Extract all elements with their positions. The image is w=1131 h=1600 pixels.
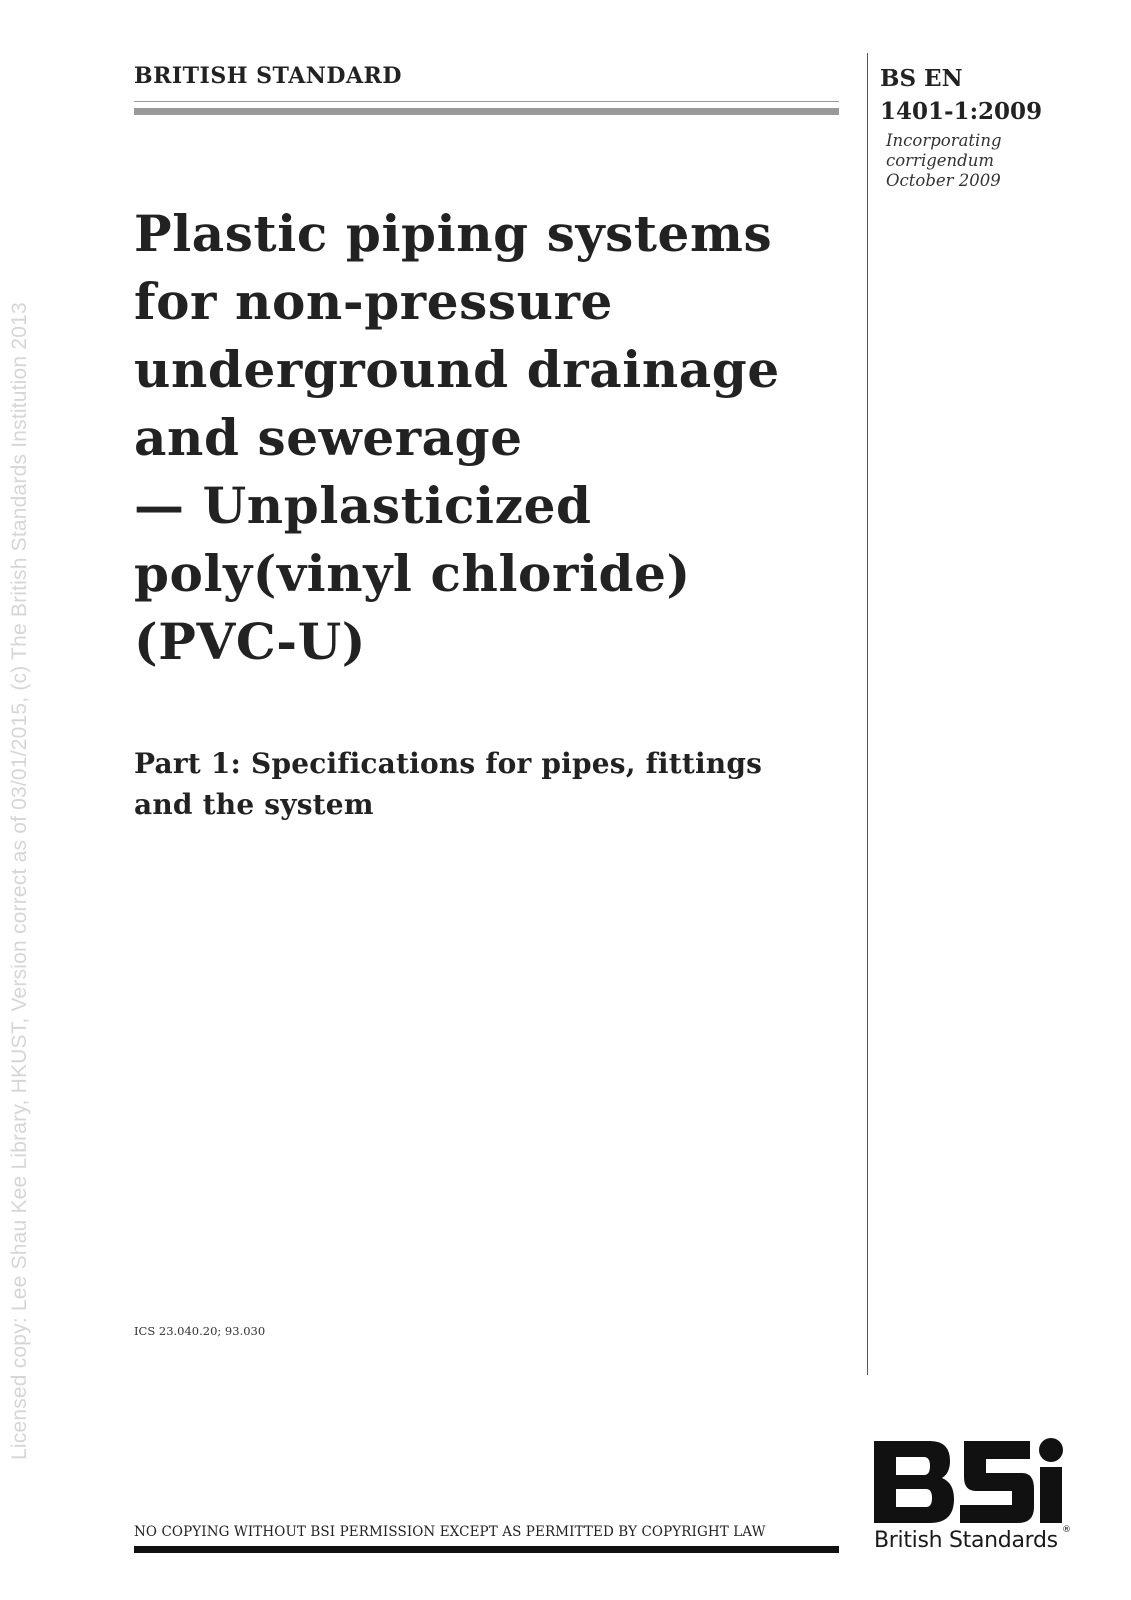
registered-mark: ® [1062, 1525, 1071, 1535]
title-line: Plastic piping systems [134, 204, 773, 263]
header-rule-thin [134, 101, 839, 102]
title-line: and sewerage [134, 408, 523, 467]
document-title [134, 200, 854, 676]
corrigendum-line1: Incorporating [886, 131, 1002, 150]
corrigendum-note [886, 131, 1002, 191]
standard-number [880, 62, 1042, 128]
part-line: Part 1: Specifications for pipes, fittings [134, 747, 763, 780]
title-line: (PVC-U) [134, 612, 367, 671]
license-watermark: Licensed copy: Lee Shau Kee Library, HKUST, Version correct as of 03/01/2015, (c) The British Standards Institution 2013 [8, 302, 31, 1460]
copyright-notice: NO COPYING WITHOUT BSI PERMISSION EXCEPT AS PERMITTED BY COPYRIGHT LAW [134, 1524, 766, 1540]
footer-rule [134, 1546, 839, 1553]
column-divider [867, 53, 868, 1375]
title-line: for non-pressure [134, 272, 613, 331]
standard-number-line1: BS EN [880, 65, 963, 92]
document-type-label: BRITISH STANDARD [134, 63, 402, 89]
corrigendum-line3: October 2009 [886, 171, 1001, 190]
title-line: poly(vinyl chloride) [134, 544, 691, 603]
bsi-logo-mark [872, 1433, 1071, 1535]
header-rule-thick [134, 108, 839, 115]
part-line: and the system [134, 788, 374, 821]
bsi-tagline: British Standards [874, 1528, 1058, 1553]
corrigendum-line2: corrigendum [886, 151, 995, 170]
standard-number-line2: 1401-1:2009 [880, 98, 1043, 125]
title-line: underground drainage [134, 340, 780, 399]
part-subtitle [134, 743, 854, 825]
ics-code: ICS 23.040.20; 93.030 [134, 1324, 266, 1338]
title-line: — Unplasticized [134, 476, 592, 535]
